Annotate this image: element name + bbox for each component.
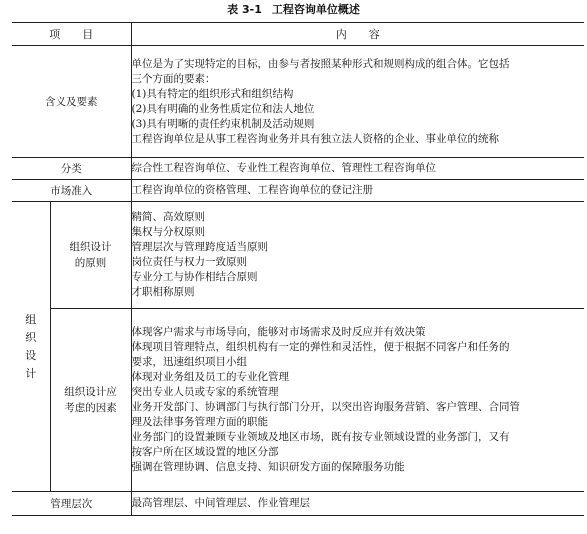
vertical-label-char: 织	[25, 330, 37, 344]
content-line: 综合性工程咨询单位、专业性工程咨询单位、管理性工程咨询单位	[131, 162, 436, 174]
row-label-category: 分类	[12, 158, 131, 180]
content-line: 工程咨询单位是从事工程咨询业务并具有独立法人资格的企业、事业单位的统称	[131, 132, 499, 145]
table-title: 工程咨询单位概述	[271, 3, 360, 16]
sub-label-line: 考虑的因素	[64, 402, 117, 414]
content-line: 岗位责任与权力一致原则	[131, 256, 247, 268]
row-content-category	[131, 158, 584, 180]
content-line: 才职相称原则	[131, 286, 195, 298]
header-content: 内 容	[131, 23, 584, 46]
content-line: 理及法律事务管理方面的职能	[131, 416, 268, 428]
content-line: 精简、高效原则	[131, 211, 205, 223]
sub-label-principles	[50, 202, 131, 309]
content-line: 集权与分权原则	[131, 226, 205, 238]
row-label-meaning: 含义及要素	[12, 46, 131, 158]
table-header-row	[12, 23, 584, 46]
content-line: 强调在管理协调、信息支持、知识研发方面的保障服务功能	[131, 461, 405, 473]
table-row	[12, 492, 584, 516]
table-caption	[0, 2, 587, 18]
row-label-org-design	[12, 202, 50, 492]
table-row	[12, 158, 584, 180]
sub-label-line: 的原则	[74, 257, 107, 269]
content-line: 体现项目管理特点，组织机构有一定的弹性和灵活性，便于根据不同客户和任务的	[131, 341, 510, 353]
content-line: 专业分工与协作相结合原则	[131, 271, 258, 283]
table-number: 表 3-1	[227, 3, 262, 16]
content-line: 最高管理层、中间管理层、作业管理层	[131, 497, 310, 509]
table-row	[12, 46, 584, 158]
table-row	[12, 202, 584, 309]
content-line: 要求，迅速组织项目小组	[131, 356, 247, 368]
vertical-label-char: 组	[25, 312, 37, 326]
content-line: 单位是为了实现特定的目标，由参与者按照某种形式和规则构成的组合体。它包括	[131, 57, 510, 70]
row-content-meaning	[131, 46, 584, 158]
content-line: 业务开发部门、协调部门与执行部门分开，以突出咨询服务营销、客户管理、合同管	[131, 401, 520, 413]
sub-label-factors	[50, 309, 131, 492]
content-line: (3)具有明晰的责任约束机制及活动规则	[131, 117, 315, 130]
table-row	[12, 180, 584, 202]
sub-label-line: 组织设计应	[64, 386, 117, 398]
vertical-label-char: 计	[25, 366, 37, 380]
content-line: 按客户所在区域设置的地区分部	[131, 446, 279, 458]
content-line: 业务部门的设置兼顾专业领域及地区市场，既有按专业领域设置的业务部门，又有	[131, 431, 510, 443]
content-line: (2)具有明确的业务性质定位和法人地位	[131, 102, 315, 115]
row-content-market	[131, 180, 584, 202]
table-row	[12, 309, 584, 492]
row-label-market: 市场准入	[12, 180, 131, 202]
content-line: 体现客户需求与市场导向，能够对市场需求及时反应并有效决策	[131, 326, 426, 338]
content-line: 突出专业人员或专家的系统管理	[131, 386, 279, 398]
content-line: 三个方面的要素：	[131, 72, 216, 85]
vertical-label-char: 设	[25, 348, 37, 362]
content-line: 工程咨询单位的资格管理、工程咨询单位的登记注册	[131, 184, 373, 196]
row-label-levels: 管理层次	[12, 492, 131, 516]
row-content-principles	[131, 202, 584, 309]
row-content-levels	[131, 492, 584, 516]
overview-table	[12, 22, 584, 516]
content-line: 体现对业务组及员工的专业化管理	[131, 371, 289, 383]
content-line: (1)具有特定的组织形式和组织结构	[131, 87, 294, 100]
sub-label-line: 组织设计	[69, 241, 112, 253]
content-line: 管理层次与管理跨度适当原则	[131, 241, 268, 253]
row-content-factors	[131, 309, 584, 492]
header-item: 项 目	[12, 23, 131, 46]
